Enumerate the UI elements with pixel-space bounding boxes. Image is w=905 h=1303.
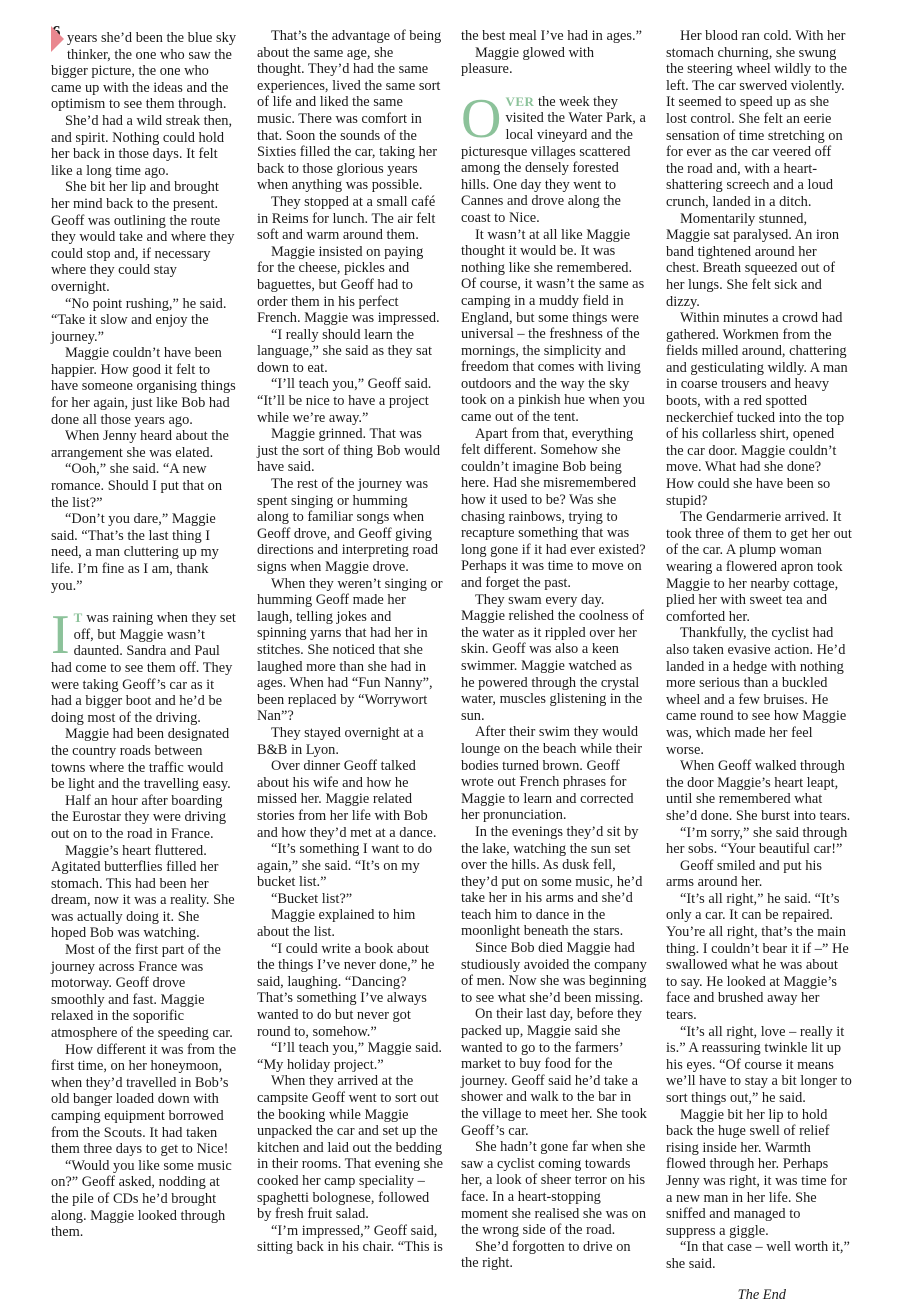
paragraph: Since Bob died Maggie had studiously avoided the company of men. Now she was beginning to see what she’d been missing.: [461, 940, 647, 1006]
paragraph: Most of the first part of the journey across France was motorway. Geoff drove smoothly and fast. Maggie relaxed in the soporific atmosphere of the speeding car.: [51, 942, 233, 1042]
paragraph: “I’m impressed,” Geoff said, sitting back in his chair. “This is: [257, 1222, 443, 1256]
paragraph: When they weren’t singing or humming Geoff made her laugh, telling jokes and spinning yarns that had her in stitches. She noticed that she laughed more than she had in ages. When had “Fun Nanny”, been replaced by “Worrywort Nan”?: [257, 575, 443, 725]
paragraph: the best meal I’ve had in ages.”: [461, 28, 643, 44]
paragraph: She’d forgotten to drive on the right.: [461, 1238, 631, 1272]
paragraph: Thankfully, the cyclist had also taken evasive action. He’d landed in a hedge with nothing more serious than a buckled wheel and a few bruises. He came round to see how Maggie was, which made her feel worse.: [666, 625, 847, 758]
column-3: [461, 28, 647, 1272]
paragraph: Over dinner Geoff talked about his wife and how he missed her. Maggie related stories from her life with Bob and how they’d met at a dance.: [257, 758, 437, 841]
paragraph: Maggie explained to him about the list.: [257, 907, 416, 941]
paragraph: When they arrived at the campsite Geoff went to sort out the booking while Maggie unpacked the car and set up the kitchen and laid out the bedding in their rooms. That evening she cooked her camp speciality – spaghetti bolognese, followed by fresh fruit salad.: [257, 1073, 443, 1223]
paragraph: Maggie’s heart fluttered. Agitated butterflies filled her stomach. This had been her dream, now it was a reality. She was actually doing it. She hoped Bob was watching.: [51, 842, 235, 942]
paragraph: “I really should learn the language,” she said as they sat down to eat.: [257, 326, 433, 376]
paragraph: Maggie insisted on paying for the cheese, pickles and baguettes, but Geoff had to order them in his perfect French. Maggie was impressed.: [257, 243, 440, 327]
paragraph: “I’ll teach you,” Geoff said. “It’ll be nice to have a project while we’re away.”: [257, 376, 432, 426]
paragraph: That’s the advantage of being about the same age, she thought. They’d had the same experiences, lived the same sort of life and liked the same music. There was comfort in that. Soon the sounds of the Sixties filled the car, taking her back to those glorious years when anything was possible.: [257, 28, 442, 194]
paragraph: Maggie bit her lip to hold back the huge swell of relief rising inside her. Warmth flowed through her. Perhaps Jenny was right, it was time for a new man in her life. She sniffed and managed to suppress a giggle.: [666, 1106, 848, 1239]
paragraph: Maggie had been designated the country roads between towns where the traffic would be light and the travelling easy.: [51, 726, 231, 793]
paragraph-text: was raining when they set off, but Maggie wasn’t daunted. Sandra and Paul had come to see them off. They were taking Geoff’s car as it had a bigger boot and he’d be doing most of the driving.: [51, 610, 236, 726]
paragraph: In the evenings they’d sit by the lake, watching the sun set over the hills. As dusk fell, they’d put on some music, he’d take her in his arms and she’d teach him to dance in the moonlight beneath the stars.: [461, 823, 643, 940]
paragraph: “I could write a book about the things I’ve never done,” he said, laughing. “Dancing? That’s something I’ve always wanted to do but never got round to, somehow.”: [257, 940, 435, 1040]
paragraph: “No point rushing,” he said. “Take it slow and enjoy the journey.”: [51, 295, 227, 345]
page-number: 6: [52, 22, 61, 41]
paragraph-text: the week they visited the Water Park, a local vineyard and the picturesque villages scattered among the densely forested hills. One day they went to Cannes and drove along the coast to Nice.: [461, 93, 646, 226]
paragraph: How different it was from the first time, on her honeymoon, when they’d travelled in Bob’s old banger loaded down with camping equipment borrowed from the Scouts. It had taken them three days to get to Nice!: [51, 1041, 237, 1158]
paragraph: “It’s all right,” he said. “It’s only a car. It can be repaired. You’re all right, that’s the main thing. I couldn’t bear it if –” He swallowed what he was about to say. He looked at Maggie’s face and brushed away her tears.: [666, 890, 849, 1024]
paragraph: “Ooh,” she said. “A new romance. Should I put that on the list?”: [51, 461, 223, 511]
paragraph: Geoff smiled and put his arms around her.: [666, 857, 823, 891]
paragraph: When Geoff walked through the door Maggie’s heart leapt, until she remembered what she’d done. She burst into tears.: [666, 758, 851, 824]
drop-cap: O: [461, 87, 502, 150]
column-2: [257, 28, 443, 1256]
paragraph: Maggie grinned. That was just the sort of thing Bob would have said.: [257, 426, 441, 476]
paragraph: They stayed overnight at a B&B in Lyon.: [257, 724, 424, 758]
paragraph: Maggie couldn’t have been happier. How good it felt to have someone organising things for her again, just like Bob had done all those years ago.: [51, 345, 236, 428]
drop-cap: I: [51, 604, 70, 667]
paragraph: Her blood ran cold. With her stomach churning, she swung the steering wheel wildly to the left. The car swerved violently. It seemed to speed up as she lost control. She felt an eerie sensation of time stretching on for ever as the car veered off the road and, with a heart-shattering screech and a loud crunch, landed in a ditch.: [666, 28, 848, 210]
paragraph: “It’s something I want to do again,” she said. “It’s on my bucket list.”: [257, 841, 433, 891]
paragraph: “Don’t you dare,” Maggie said. “That’s the last thing I need, a man cluttering up my life. I’m fine as I am, thank you.”: [51, 511, 219, 594]
the-end-label: The End: [737, 1286, 786, 1303]
drop-word: T: [73, 610, 83, 626]
paragraph: She hadn’t gone far when she saw a cyclist coming towards her, a look of sheer terror on his face. In a heart-stopping moment she realised she was on the wrong side of the road.: [461, 1139, 647, 1239]
paragraph: Apart from that, everything felt different. Somehow she couldn’t imagine Bob being here. Had she misremembered how it used to be? Was she chasing rainbows, trying to recapture something that was long gone if it had ever existed? Perhaps it was time to move on and forget the past.: [461, 425, 646, 591]
paragraph: They swam every day. Maggie relished the coolness of the water as it rippled over her skin. Geoff was also a keen swimmer. Maggie watched as he powered through the crystal water, muscles glistening in the sun.: [461, 591, 645, 724]
column-4: [666, 28, 852, 1303]
paragraph: They stopped at a small café in Reims for lunch. The air felt soft and warm around them.: [257, 193, 436, 244]
paragraph: Half an hour after boarding the Eurostar they were driving out on to the road in France.: [51, 792, 227, 842]
paragraph: Momentarily stunned, Maggie sat paralysed. An iron band tightened around her chest. Breath squeezed out of her lungs. She felt sick and dizzy.: [666, 210, 840, 310]
paragraph: The Gendarmerie arrived. It took three of them to get her out of the car. A plump woman wearing a flowered apron took Maggie to her nearby cottage, plied her with sweet tea and comforted her.: [666, 509, 852, 625]
paragraph: She’d had a wild streak then, and spirit. Nothing could hold her back in those days. It felt like a long time ago.: [51, 112, 233, 179]
paragraph: After their swim they would lounge on the beach while their bodies turned brown. Geoff wrote out French phrases for Maggie to learn and corrected her pronunciation.: [461, 724, 643, 824]
paragraph: When Jenny heard about the arrangement she was elated.: [51, 428, 229, 461]
column-1: [51, 30, 237, 1241]
paragraph: “It’s all right, love – really it is.” A reassuring twinkle lit up his eyes. “Of course it means we’ll have to stay a bit longer to sort things out,” he said.: [666, 1023, 852, 1106]
paragraph: The rest of the journey was spent singing or humming along to familiar songs when Geoff drove, and Geoff giving directions and interpreting road signs when Maggie drove.: [257, 476, 439, 575]
paragraph: “In that case – well worth it,” she said.: [666, 1239, 850, 1272]
paragraph: “I’m sorry,” she said through her sobs. “Your beautiful car!”: [666, 824, 848, 858]
opening-paragraph: [51, 30, 237, 113]
paragraph: She bit her lip and brought her mind back to the present. Geoff was outlining the route they would take and where they could stop and, if necessary where they could stay overnight.: [51, 179, 235, 295]
section-opening-paragraph: [51, 604, 237, 726]
continuation-triangle-icon: [51, 26, 64, 52]
paragraph: It wasn’t at all like Maggie thought it would be. It was nothing like she remembered. Of course, it wasn’t the same as camping in a muddy field in England, but some things were universal – the freshness of the mornings, the simplicity and freedom that comes with living outdoors and the way the sky took on a pinkish hue when you came out of the tent.: [461, 226, 645, 426]
paragraph: On their last day, before they packed up, Maggie said she wanted to go to the farmers’ market to buy food for the journey. Geoff said he’d take a shower and walk to the bar in the village to meet her. She took Geoff’s car.: [461, 1006, 647, 1139]
paragraph-text: years she’d been the blue sky thinker, the one who saw the bigger picture, the one who came up with the ideas and the optimism to see them through.: [51, 30, 237, 113]
section-opening-paragraph: [461, 87, 647, 227]
paragraph: “Would you like some music on?” Geoff asked, nodding at the pile of CDs he’d brought along. Maggie looked through them.: [51, 1157, 232, 1241]
paragraph: Within minutes a crowd had gathered. Workmen from the fields milled around, chattering and gesticulating wildly. A man in coarse trousers and heavy boots, with a red spotted neckerchief tucked into the top of his collarless shirt, opened the car door. Maggie couldn’t move. What had she done? How could she have been so stupid?: [666, 310, 848, 509]
paragraph: “I’ll teach you,” Maggie said. “My holiday project.”: [257, 1040, 443, 1073]
paragraph: Maggie glowed with pleasure.: [461, 44, 595, 78]
paragraph: “Bucket list?”: [271, 890, 353, 907]
drop-word: VER: [505, 93, 535, 109]
